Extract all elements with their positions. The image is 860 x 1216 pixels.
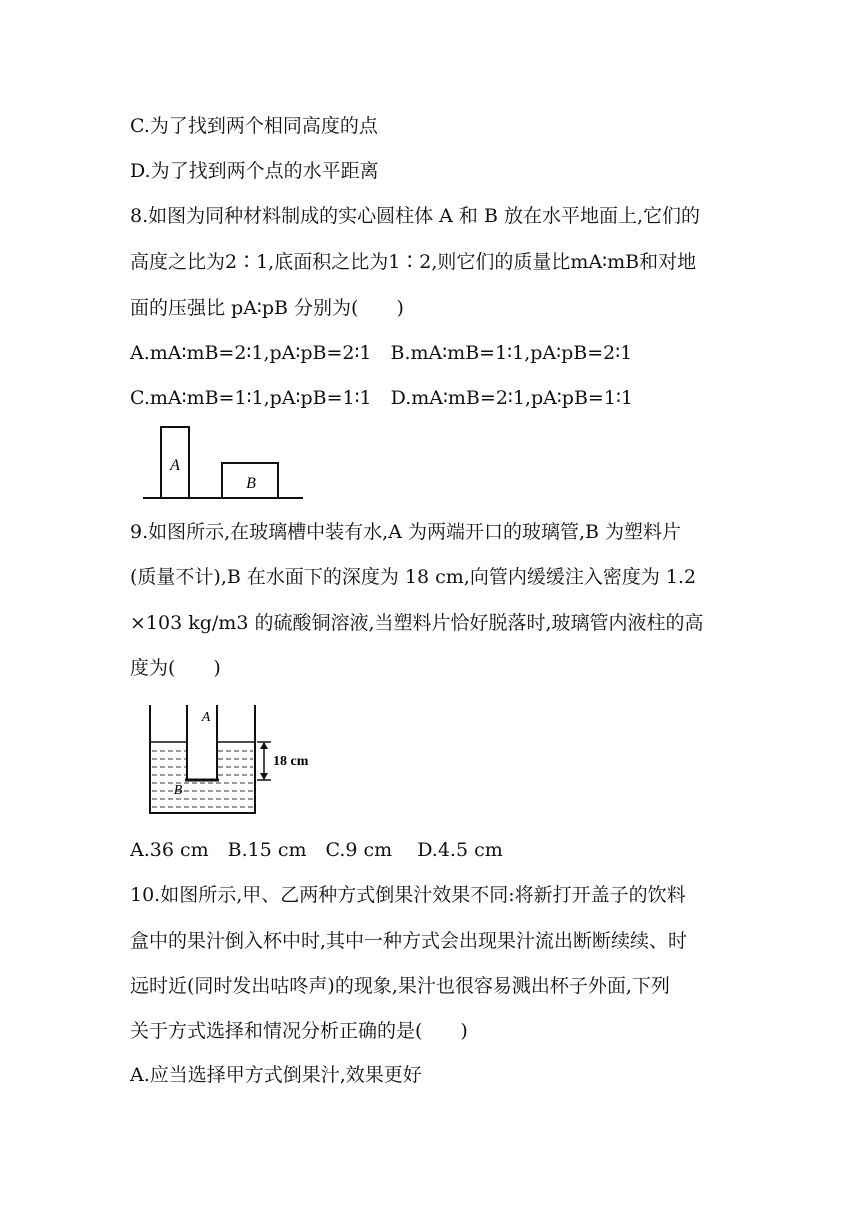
text-line: 度为( ) (130, 657, 221, 679)
text-line: 高度之比为2∶1,底面积之比为1∶2,则它们的质量比mA∶mB和对地 (130, 251, 697, 273)
text-line: 远时近(同时发出咕咚声)的现象,果汁也很容易溅出杯子外面,下列 (130, 975, 670, 997)
text-line: (质量不计),B 在水面下的深度为 18 cm,向管内缓缓注入密度为 1.2 (130, 566, 697, 588)
glass-tank-figure (140, 703, 330, 823)
text-line: 面的压强比 pA∶pB 分别为( ) (130, 297, 404, 319)
text-line: C.mA∶mB=1∶1,pA∶pB=1∶1 D.mA∶mB=2∶1,pA∶pB=1∶1 (130, 387, 633, 409)
text-line: 10.如图所示,甲、乙两种方式倒果汁效果不同:将新打开盖子的饮料 (130, 884, 686, 906)
text-line: A.应当选择甲方式倒果汁,效果更好 (130, 1064, 422, 1086)
cylinders-figure (140, 422, 310, 502)
text-line: C.为了找到两个相同高度的点 (130, 115, 378, 137)
text-line: 盒中的果汁倒入杯中时,其中一种方式会出现果汁流出断断续续、时 (130, 930, 688, 952)
cylinder-a-label: A (170, 457, 180, 474)
text-line: ×103 kg/m3 的硫酸铜溶液,当塑料片恰好脱落时,玻璃管内液柱的高 (130, 612, 704, 634)
text-line: 关于方式选择和情况分析正确的是( ) (130, 1020, 468, 1042)
text-line: A.mA∶mB=2∶1,pA∶pB=2∶1 B.mA∶mB=1∶1,pA∶pB=2∶1 (130, 342, 633, 364)
depth-label: 18 cm (273, 754, 309, 769)
text-line: D.为了找到两个点的水平距离 (130, 160, 379, 182)
depth-arrow-down (260, 773, 268, 780)
text-line: 8.如图为同种材料制成的实心圆柱体 A 和 B 放在水平地面上,它们的 (130, 205, 701, 227)
sheet-b-label: B (173, 783, 183, 798)
cylinder-b-label: B (246, 475, 256, 492)
depth-arrow-up (260, 742, 268, 749)
text-line: 9.如图所示,在玻璃槽中装有水,A 为两端开口的玻璃管,B 为塑料片 (130, 521, 682, 543)
tube-a-label: A (201, 710, 211, 725)
text-line: A.36 cm B.15 cm C.9 cm D.4.5 cm (130, 839, 503, 861)
